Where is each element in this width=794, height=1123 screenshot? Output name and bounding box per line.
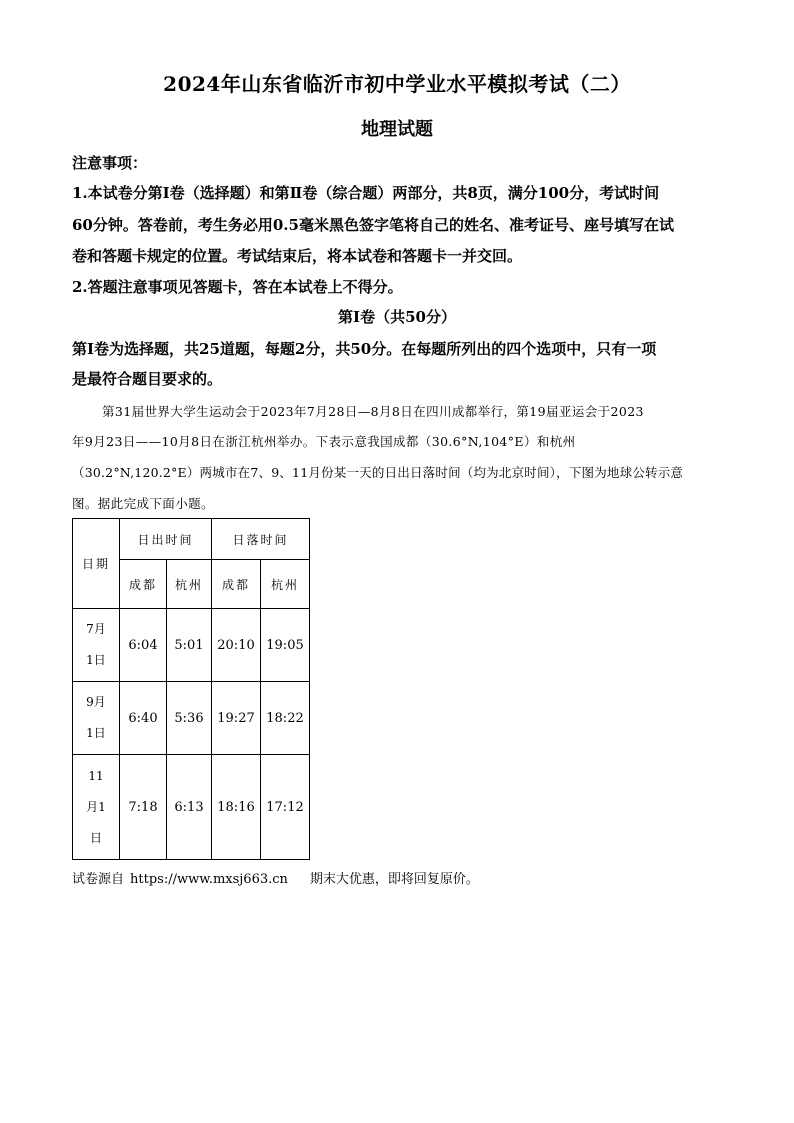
notes-line-1c: 卷和答题卡规定的位置。考试结束后，将本试卷和答题卡一并交回。 xyxy=(72,247,523,265)
cell-rise-hangzhou: 5:01 xyxy=(167,609,212,682)
cell-set-hangzhou: 17:12 xyxy=(261,755,310,860)
subheader-set-chengdu: 成都 xyxy=(212,560,261,609)
row-date xyxy=(73,609,120,682)
row-date-line: 9月 xyxy=(86,695,106,709)
notes-heading: 注意事项： xyxy=(72,154,148,172)
cell-set-chengdu: 18:16 xyxy=(212,755,261,860)
table-row xyxy=(73,682,310,755)
footer-promo: 期末大优惠，即将回复原价。 xyxy=(309,872,479,887)
subheader-rise-hangzhou: 杭州 xyxy=(167,560,212,609)
row-date xyxy=(73,682,120,755)
row-date-line: 1日 xyxy=(86,726,106,740)
notes-line-1b: 60分钟。答卷前，考生务必用0.5毫米黑色签字笔将自己的姓名、准考证号、座号填写在试 xyxy=(72,216,674,234)
footer-source-label: 试卷源自 xyxy=(72,872,125,887)
passage-line-2: 年9月23日——10月8日在浙江杭州举办。下表示意我国成都（30.6°N,104°E）和杭州 xyxy=(72,434,576,449)
subheader-set-hangzhou: 杭州 xyxy=(261,560,310,609)
exam-subject: 地理试题 xyxy=(361,119,433,140)
cell-set-chengdu: 20:10 xyxy=(212,609,261,682)
cell-rise-hangzhou: 6:13 xyxy=(167,755,212,860)
notes-line-2: 2.答题注意事项见答题卡，答在本试卷上不得分。 xyxy=(72,278,403,296)
header-sunset: 日落时间 xyxy=(212,519,310,560)
passage-line-3: （30.2°N,120.2°E）两城市在7、9、11月份某一天的日出日落时间（均为北京时间），下图为地球公转示意 xyxy=(72,465,684,480)
cell-rise-chengdu: 7:18 xyxy=(120,755,167,860)
cell-set-hangzhou: 19:05 xyxy=(261,609,310,682)
row-date-line: 1日 xyxy=(86,653,106,667)
footer-link[interactable]: https://www.mxsj663.cn xyxy=(130,872,288,887)
section-desc-a: 第Ⅰ卷为选择题，共25道题，每题2分，共50分。在每题所列出的四个选项中，只有一项 xyxy=(72,340,657,358)
header-date: 日期 xyxy=(73,519,120,609)
table-row xyxy=(73,755,310,860)
passage-line-4: 图。据此完成下面小题。 xyxy=(72,496,214,511)
cell-rise-hangzhou: 5:36 xyxy=(167,682,212,755)
cell-rise-chengdu: 6:04 xyxy=(120,609,167,682)
footer xyxy=(72,868,479,887)
row-date-line: 月1 xyxy=(86,799,106,814)
row-date-line: 11 xyxy=(88,768,104,783)
cell-set-chengdu: 19:27 xyxy=(212,682,261,755)
exam-title: 2024年山东省临沂市初中学业水平模拟考试（二） xyxy=(163,72,631,96)
sunrise-sunset-table xyxy=(72,518,310,860)
cell-set-hangzhou: 18:22 xyxy=(261,682,310,755)
section-title: 第Ⅰ卷（共50分） xyxy=(338,308,456,326)
row-date xyxy=(73,755,120,860)
passage-line-1: 第31届世界大学生运动会于2023年7月28日—8月8日在四川成都举行，第19届亚运会于2023 xyxy=(102,404,644,419)
header-sunrise: 日出时间 xyxy=(120,519,212,560)
table-row xyxy=(73,609,310,682)
section-desc-b: 是最符合题目要求的。 xyxy=(72,370,223,388)
row-date-line: 7月 xyxy=(86,622,106,636)
table-header-row xyxy=(73,519,310,560)
row-date-line: 日 xyxy=(89,830,102,845)
cell-rise-chengdu: 6:40 xyxy=(120,682,167,755)
subheader-rise-chengdu: 成都 xyxy=(120,560,167,609)
notes-line-1a: 1.本试卷分第Ⅰ卷（选择题）和第Ⅱ卷（综合题）两部分，共8页，满分100分，考试时间 xyxy=(72,184,660,202)
